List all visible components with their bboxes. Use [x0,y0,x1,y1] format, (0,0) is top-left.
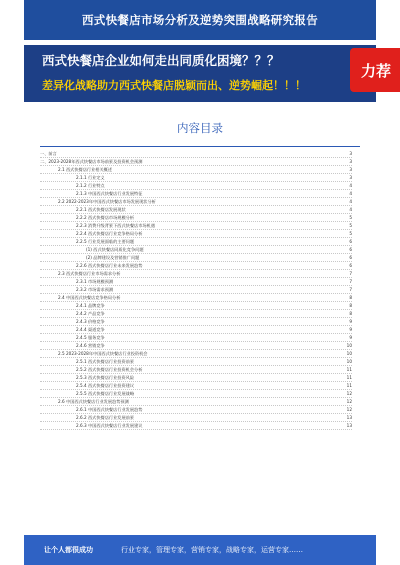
toc-entry-page: 11 [346,383,352,388]
toc-entry-title: 2.5.3 西式快餐店行业投资风险 [76,375,135,380]
toc-entry-title: 2.5.1 西式快餐店行业投资前景 [76,359,135,364]
toc-entry-page: 4 [349,191,352,196]
toc-entry-page: 4 [349,199,352,204]
toc-entry-page: 3 [349,175,352,180]
toc-entry-page: 9 [349,327,352,332]
recommend-badge [350,48,400,92]
toc-entry[interactable] [40,238,352,246]
toc-entry-title: 2.3 西式快餐店行业市场需求分析 [58,271,121,276]
toc-entry-title: 2.4.5 服务竞争 [76,335,105,340]
toc-entry[interactable] [40,278,352,286]
toc-entry-title: 2.1.2 行业特点 [76,183,105,188]
toc-entry[interactable] [40,398,352,406]
report-header [24,0,376,40]
toc-entry-page: 8 [349,303,352,308]
toc-entry[interactable] [40,334,352,342]
toc-entry-page: 10 [346,343,352,348]
toc-entry-page: 4 [349,183,352,188]
toc-entry-title: 一、前言 [40,151,57,156]
toc-entry-title: 2.2.3 消费升级背景下西式快餐店市场机遇 [76,223,155,228]
toc-entry[interactable] [40,422,352,430]
toc-entry-page: 9 [349,335,352,340]
toc-entry-title: 2.6.3 中国西式快餐店行业发展建议 [76,423,143,428]
toc-entry-page: 13 [346,423,352,428]
toc-entry-title: 2.1.3 中国西式快餐店行业发展特征 [76,191,143,196]
toc-entry-title: (2) 品牌建设及营销推广问题 [86,255,140,260]
toc-entry-page: 4 [349,207,352,212]
toc-entry-title: 二、2023-2028年西式快餐店市场前景及投资机会预测 [40,159,143,164]
toc-entry[interactable] [40,302,352,310]
toc-entry[interactable] [40,366,352,374]
toc-entry-title: 2.3.2 市场需求预测 [76,287,114,292]
toc-entry-title: 2.1.1 行业定义 [76,175,105,180]
toc-entry[interactable] [40,382,352,390]
toc-entry-title: 2.4.1 品牌竞争 [76,303,105,308]
toc-entry-page: 3 [349,159,352,164]
toc-entry-page: 5 [349,215,352,220]
toc-entry-page: 10 [346,359,352,364]
toc-entry-title: 2.2.2 西式快餐店市场规模分析 [76,215,135,220]
toc-entry[interactable] [40,294,352,302]
toc-entry[interactable] [40,174,352,182]
toc-entry-page: 7 [349,279,352,284]
toc-entry[interactable] [40,230,352,238]
toc-entry[interactable] [40,390,352,398]
toc-entry[interactable] [40,350,352,358]
toc-entry-page: 12 [346,399,352,404]
toc-entry-title: 2.6 中国西式快餐店行业发展趋势预测 [58,399,129,404]
toc-entry-page: 3 [349,151,352,156]
toc-entry[interactable] [40,358,352,366]
banner-title: 西式快餐店企业如何走出同质化困境？？？ [42,53,280,68]
toc-entry-page: 13 [346,415,352,420]
toc-entry-title: 2.2.5 行业发展面临的主要问题 [76,239,135,244]
toc-entry-page: 6 [349,263,352,268]
footer-experts: 行业专家，管理专家，营销专家，战略专家，运营专家…… [121,546,303,554]
toc-entry-page: 12 [346,407,352,412]
recommend-badge-label: 力荐 [360,61,391,80]
toc-heading: 内容目录 [177,121,223,135]
toc-entry[interactable] [40,222,352,230]
toc-entry-title: 2.4.2 产品竞争 [76,311,105,316]
toc-entry-title: 2.2.4 西式快餐店行业竞争格局分析 [76,231,143,236]
toc-entry[interactable] [40,150,352,158]
toc-entry-page: 11 [346,375,352,380]
toc-entry-title: 2.6.1 中国西式快餐店行业发展趋势 [76,407,143,412]
toc-entry[interactable] [40,198,352,206]
toc-entry-title: 2.5 2023-2028年中国西式快餐店行业投资机会 [58,351,148,356]
toc-entry-title: 2.6.2 西式快餐店行业发展前景 [76,415,135,420]
toc-entry[interactable] [40,310,352,318]
toc-entry[interactable] [40,342,352,350]
toc-entry[interactable] [40,374,352,382]
toc-entry-title: 2.4 中国西式快餐店竞争格局分析 [58,295,121,300]
toc-entry-page: 7 [349,287,352,292]
toc-entry[interactable] [40,270,352,278]
toc-entry-title: 2.4.6 营销竞争 [76,343,105,348]
toc-entry-title: 2.5.2 西式快餐店行业投资机会分析 [76,367,143,372]
toc-entry[interactable] [40,286,352,294]
toc-entry[interactable] [40,406,352,414]
toc-entry[interactable] [40,254,352,262]
banner-subtitle: 差异化战略助力西式快餐店脱颖而出、逆势崛起！！！ [42,79,306,92]
toc-entry-page: 5 [349,223,352,228]
toc-entry-title: 2.2.1 西式快餐店发展现状 [76,207,126,212]
report-title: 西式快餐店市场分析及逆势突围战略研究报告 [82,13,318,27]
toc-entry[interactable] [40,166,352,174]
toc-entry-title: (1) 西式快餐店同质化竞争问题 [86,247,144,252]
toc-entry-page: 12 [346,391,352,396]
toc-entry-page: 11 [346,367,352,372]
toc-entry-title: 2.4.4 渠道竞争 [76,327,105,332]
toc-entry-page: 3 [349,167,352,172]
toc-entry-page: 6 [349,239,352,244]
toc-entry-title: 2.3.1 市场规模预测 [76,279,114,284]
toc-entry[interactable] [40,214,352,222]
toc-divider [40,146,360,147]
toc-entry-page: 7 [349,271,352,276]
toc-entry-title: 2.4.3 价格竞争 [76,319,105,324]
toc-entry[interactable] [40,318,352,326]
page-footer [24,535,376,565]
toc-entry[interactable] [40,190,352,198]
toc-entry[interactable] [40,182,352,190]
toc-entry-page: 6 [349,255,352,260]
toc-entry[interactable] [40,326,352,334]
toc-entry-title: 2.5.5 西式快餐店行业发展战略 [76,391,135,396]
toc-entry-page: 5 [349,231,352,236]
toc-entry-title: 2.1 西式快餐店行业相关概述 [58,167,113,172]
table-of-contents [40,150,352,430]
toc-entry-page: 10 [346,351,352,356]
toc-entry-page: 9 [349,319,352,324]
toc-entry[interactable] [40,414,352,422]
toc-entry-title: 2.5.4 西式快餐店行业投资建议 [76,383,135,388]
toc-entry-page: 8 [349,295,352,300]
toc-entry[interactable] [40,262,352,270]
toc-entry[interactable] [40,206,352,214]
toc-entry-title: 2.2 2022-2023年中国西式快餐店市场发展现状分析 [58,199,156,204]
toc-entry-page: 8 [349,311,352,316]
footer-slogan: 让个人都很成功 [44,546,93,554]
toc-entry[interactable] [40,158,352,166]
hero-banner [24,45,376,102]
toc-entry-title: 2.2.6 西式快餐店行业未来发展趋势 [76,263,143,268]
toc-entry-page: 6 [349,247,352,252]
toc-entry[interactable] [40,246,352,254]
